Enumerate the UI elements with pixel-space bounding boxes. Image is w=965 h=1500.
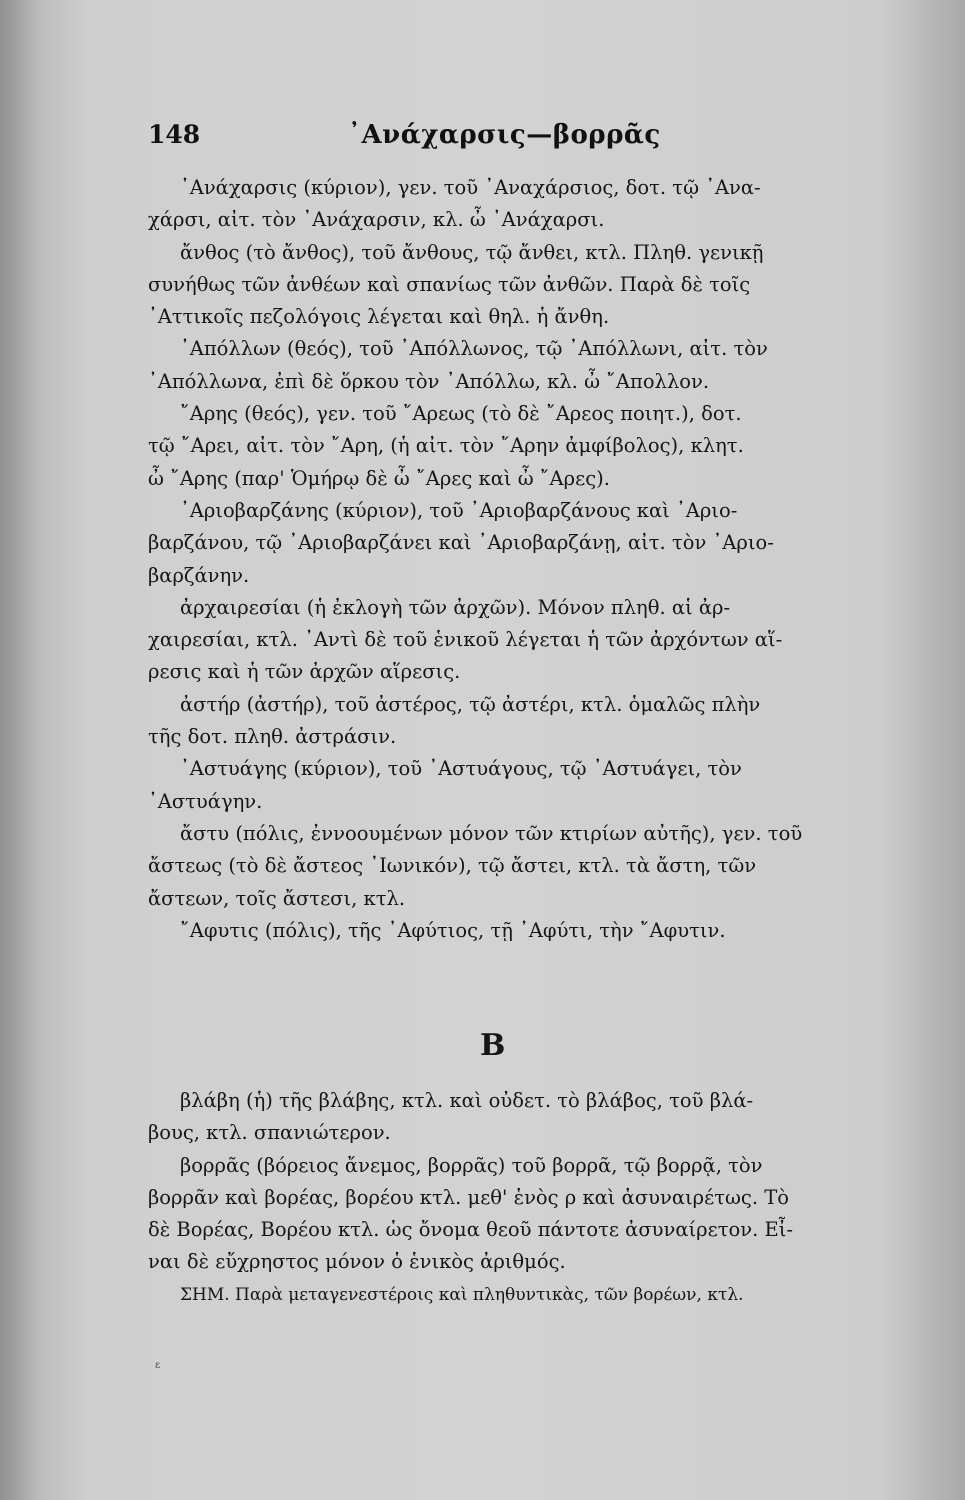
entry-line: ἀρχαιρεσίαι (ἡ ἐκλογὴ τῶν ἀρχῶν). Μόνον πληθ. αἱ ἀρ-: [180, 595, 731, 619]
entry-line: βορρᾶς (βόρειος ἄνεμος, βορρᾶς) τοῦ βορρᾶ, τῷ βορρᾷ, τὸν: [180, 1153, 763, 1177]
entry-line: χαιρεσίαι, κτλ. ᾿Αντὶ δὲ τοῦ ἑνικοῦ λέγεται ἡ τῶν ἀρχόντων αἵ-: [148, 628, 783, 652]
page-number: 148: [148, 120, 201, 149]
entry-line: ρεσις καὶ ἡ τῶν ἀρχῶν αἵρεσις.: [148, 660, 461, 684]
entry-aphytis: [148, 915, 910, 947]
entry-line: τῆς δοτ. πληθ. ἀστράσιν.: [148, 725, 397, 749]
entry-aster: [148, 689, 910, 754]
entry-ares: [148, 398, 910, 495]
entry-line: τῷ ῎Αρει, αἰτ. τὸν ῎Αρη, (ἡ αἰτ. τὸν ῎Αρην ἀμφίβολος), κλητ.: [148, 434, 744, 458]
entry-line: ἄστεων, τοῖς ἄστεσι, κτλ.: [148, 886, 406, 910]
entry-line: ᾿Απόλλωνα, ἐπὶ δὲ ὅρκου τὸν ᾿Απόλλω, κλ. ὦ ῎Απολλον.: [148, 369, 710, 393]
section-letter-heading: Β: [480, 1028, 506, 1063]
entry-line: βους, κτλ. σπανιώτερον.: [148, 1121, 391, 1145]
entry-line: βορρᾶν καὶ βορέας, βορέου κτλ. μεθ' ἑνὸς ρ καὶ ἀσυναιρέτως. Τὸ: [148, 1185, 789, 1209]
entry-astyages: [148, 753, 910, 818]
page-header: [148, 120, 908, 160]
entry-anthos: [148, 237, 910, 334]
entry-line: ῎Αφυτις (πόλις), τῆς ᾿Αφύτιος, τῇ ᾿Αφύτι, τὴν ῎Αφυτιν.: [180, 918, 726, 942]
dictionary-entries-a: [148, 172, 910, 947]
entry-line: βαρζάνου, τῷ ᾿Αριοβαρζάνει καὶ ᾿Αριοβαρζάνῃ, αἰτ. τὸν ᾿Αριο-: [148, 531, 774, 555]
entry-asty: [148, 818, 910, 915]
entry-line: ῎Αρης (θεός), γεν. τοῦ ῎Αρεως (τὸ δὲ ῎Αρεος ποιητ.), δοτ.: [180, 402, 742, 426]
entry-ariobarzanes: [148, 495, 910, 592]
entry-line: δὲ Βορέας, Βορέου κτλ. ὡς ὄνομα θεοῦ πάντοτε ἀσυναίρετον. Εἶ-: [148, 1218, 793, 1242]
entry-line: ᾿Αστυάγην.: [148, 789, 263, 813]
entry-line: ἄστεως (τὸ δὲ ἄστεος ᾿Ιωνικόν), τῷ ἄστει, κτλ. τὰ ἄστη, τῶν: [148, 854, 757, 878]
entry-line: ᾿Ανάχαρσις (κύριον), γεν. τοῦ ᾿Αναχάρσιος, δοτ. τῷ ᾿Ανα-: [180, 176, 761, 199]
stray-mark: ε: [155, 1360, 161, 1371]
entry-line: ὦ ῎Αρης (παρ' Ὁμήρῳ δὲ ὦ ῎Αρες καὶ ὦ ῎Αρες).: [148, 466, 610, 490]
entry-line: χάρσι, αἰτ. τὸν ᾿Ανάχαρσιν, κλ. ὦ ᾿Ανάχαρσι.: [148, 208, 605, 232]
entry-line: ᾿Αττικοῖς πεζολόγοις λέγεται καὶ θηλ. ἡ ἄνθη.: [148, 305, 610, 329]
entry-borras: [148, 1150, 910, 1279]
entry-apollon: [148, 333, 910, 398]
entry-line: ᾿Αριοβαρζάνης (κύριον), τοῦ ᾿Αριοβαρζάνους καὶ ᾿Αριο-: [180, 498, 738, 522]
dictionary-entries-b: [148, 1085, 910, 1311]
entry-line: συνήθως τῶν ἀνθέων καὶ σπανίως τῶν ἀνθῶν. Παρὰ δὲ τοῖς: [148, 272, 751, 296]
entry-blabe: [148, 1085, 910, 1150]
entry-line: ἄστυ (πόλις, ἐννοουμένων μόνον τῶν κτιρίων αὐτῆς), γεν. τοῦ: [180, 821, 803, 845]
running-title: ᾿Ανάχαρσις—βορρᾶς: [348, 120, 661, 150]
entry-line: ναι δὲ εὔχρηστος μόνον ὁ ἑνικὸς ἀριθμός.: [148, 1250, 566, 1274]
footnote: ΣΗΜ. Παρὰ μεταγενεστέροις καὶ πληθυντικὰς, τῶν βορέων, κτλ.: [180, 1284, 744, 1305]
entry-line: ᾿Απόλλων (θεός), τοῦ ᾿Απόλλωνος, τῷ ᾿Απόλλωνι, αἰτ. τὸν: [180, 337, 768, 361]
entry-archairesiai: [148, 592, 910, 689]
entry-line: ᾿Αστυάγης (κύριον), τοῦ ᾿Αστυάγους, τῷ ᾿Αστυάγει, τὸν: [180, 757, 742, 781]
entry-line: ἀστήρ (ἀστήρ), τοῦ ἀστέρος, τῷ ἀστέρι, κτλ. ὁμαλῶς πλὴν: [180, 692, 761, 716]
entry-line: ἄνθος (τὸ ἄνθος), τοῦ ἄνθους, τῷ ἄνθει, κτλ. Πληθ. γενικῇ: [180, 240, 764, 264]
entry-line: βλάβη (ἡ) τῆς βλάβης, κτλ. καὶ οὐδετ. τὸ βλάβος, τοῦ βλά-: [180, 1089, 754, 1112]
entry-line: βαρζάνην.: [148, 563, 250, 587]
entry-anacharsis: [148, 172, 910, 237]
